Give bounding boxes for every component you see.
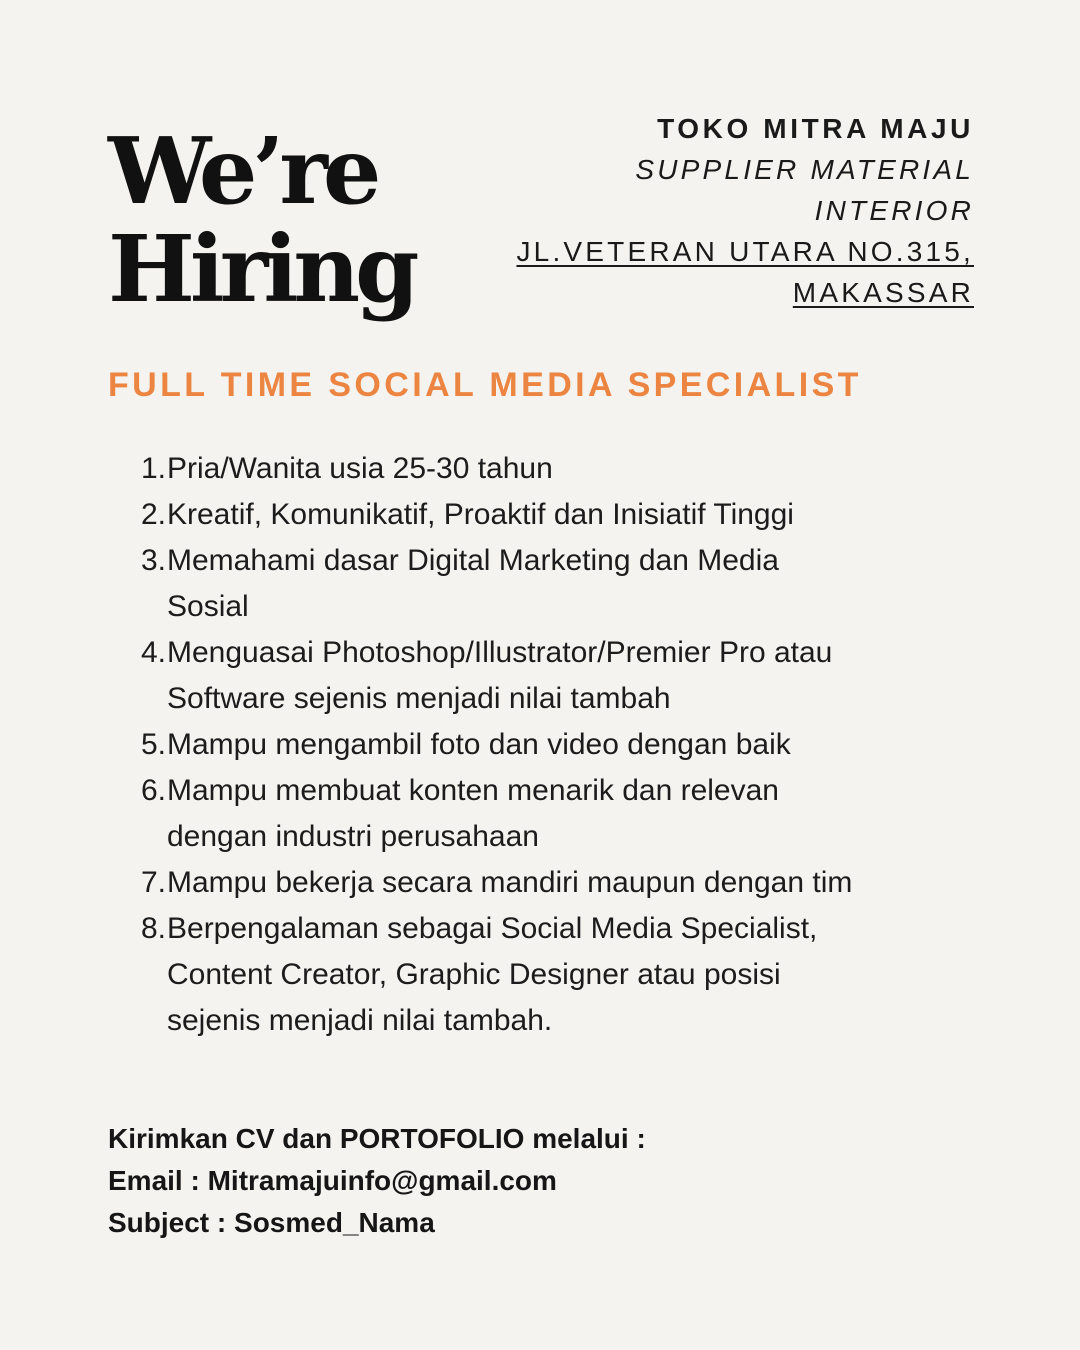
- list-item-line: Content Creator, Graphic Designer atau posisi: [167, 958, 781, 991]
- list-item-text: [166, 860, 998, 906]
- list-item: [118, 492, 998, 538]
- list-item-line: Software sejenis menjadi nilai tambah: [167, 682, 671, 715]
- contact-email: Email : Mitramajuinfo@gmail.com: [108, 1165, 557, 1196]
- list-item-line: Kreatif, Komunikatif, Proaktif dan Inisiatif Tinggi: [167, 498, 794, 531]
- company-address-line-1: JL.VETERAN UTARA NO.315,: [516, 236, 974, 267]
- headline-line-2: Hiring: [108, 215, 415, 323]
- list-item-number: 3.: [140, 544, 166, 577]
- list-item-line: Sosial: [167, 590, 249, 623]
- list-item-number: 4.: [140, 636, 166, 669]
- company-address-line-2: MAKASSAR: [792, 277, 974, 308]
- list-item-line: Berpengalaman sebagai Social Media Specialist,: [167, 912, 818, 945]
- company-tagline-line-2: INTERIOR: [814, 195, 974, 226]
- list-item-line: dengan industri perusahaan: [167, 820, 539, 853]
- list-item-text: [166, 492, 998, 538]
- headline-line-1: We’re: [108, 117, 377, 225]
- company-info: [516, 108, 974, 313]
- job-title: FULL TIME SOCIAL MEDIA SPECIALIST: [108, 366, 862, 404]
- contact-instruction: Kirimkan CV dan PORTOFOLIO melalui :: [108, 1123, 646, 1154]
- list-item: [118, 768, 998, 860]
- list-item-text: [166, 722, 998, 768]
- list-item-line: Mampu mengambil foto dan video dengan baik: [167, 728, 791, 761]
- hiring-headline: [108, 117, 415, 323]
- list-item-line: Mampu membuat konten menarik dan relevan: [167, 774, 779, 807]
- company-tagline-line-1: SUPPLIER MATERIAL: [635, 154, 974, 185]
- list-item-text: [166, 768, 998, 860]
- list-item-line: Pria/Wanita usia 25-30 tahun: [167, 452, 553, 485]
- list-item: [118, 630, 998, 722]
- contact-info: [108, 1118, 646, 1244]
- requirements-list: [118, 446, 998, 1044]
- list-item-line: Menguasai Photoshop/Illustrator/Premier Pro atau: [167, 636, 833, 669]
- list-item-text: [166, 538, 998, 630]
- list-item-text: [166, 446, 998, 492]
- list-item-line: sejenis menjadi nilai tambah.: [167, 1004, 553, 1037]
- list-item-number: 7.: [140, 866, 166, 899]
- list-item-line: Mampu bekerja secara mandiri maupun dengan tim: [167, 866, 853, 899]
- list-item: [118, 722, 998, 768]
- contact-subject: Subject : Sosmed_Nama: [108, 1207, 435, 1238]
- company-name: TOKO MITRA MAJU: [657, 113, 974, 144]
- list-item: [118, 906, 998, 1044]
- list-item-number: 5.: [140, 728, 166, 761]
- list-item: [118, 446, 998, 492]
- list-item: [118, 860, 998, 906]
- list-item-number: 6.: [140, 774, 166, 807]
- list-item-number: 1.: [140, 452, 166, 485]
- list-item-number: 2.: [140, 498, 166, 531]
- list-item-line: Memahami dasar Digital Marketing dan Media: [167, 544, 779, 577]
- list-item: [118, 538, 998, 630]
- list-item-text: [166, 630, 998, 722]
- list-item-number: 8.: [140, 912, 166, 945]
- list-item-text: [166, 906, 998, 1044]
